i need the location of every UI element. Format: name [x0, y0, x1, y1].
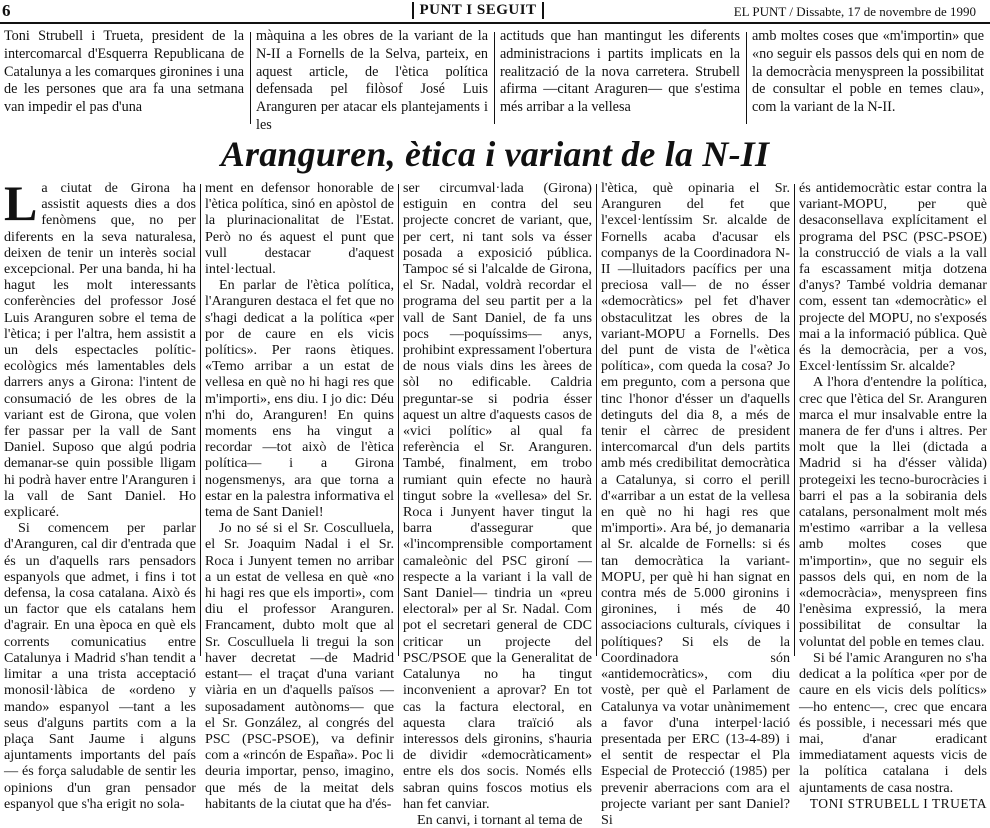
section-title: PUNT I SEGUIT [412, 2, 544, 19]
article-paragraph: Si comencem per parlar d'Aranguren, cal dir d'entrada que és un d'aquells rars pensadors espanyols que admet, i fins i tot defensa, la cosa catalana. Això és un factor que els catalans hem d'agrair. En una època en què els corrents comunicatius entre Catalunya i Madrid s'han tendit a limitar a una trista acceptació monosil·làbica de «ordeno y mando» espanyol —tant a les seus d'alguns partits com a la plaça Sant Jaume i alguns ajuntaments importants del país— és força saludable de sentir les opinions d'un gran pensador espanyol que s'ha erigit no sola- [4, 520, 196, 812]
column-divider [596, 184, 597, 656]
issue-date: / Dissabte, 17 de novembre de 1990 [789, 4, 976, 19]
article-paragraph: ment en defensor honorable de l'ètica política, sinó en apòstol de la plurinacionalitat de l'Estat. Però no és aquest el punt que vull destacar d'aquest intel·lectual. [205, 180, 394, 278]
intro-divider [746, 32, 747, 124]
article-column-4 [601, 180, 790, 828]
intro-column-4: amb moltes coses que «m'importin» que «no seguir els passos dels qui en nom de la democràcia menyspreen la possibilitat de consultar el poble en temes clau», com la variant de la N-II. [752, 28, 984, 116]
intro-divider [250, 32, 251, 124]
intro-column-3: actituds que han mantingut les diferents administracions i partits implicats en la realització de la nova carretera. Strubell afirma —citant Araguren— que s'estima més arribar a la vellesa [500, 28, 740, 116]
dateline [734, 4, 976, 20]
publication-name: EL PUNT [733, 4, 787, 19]
header-rule [0, 22, 990, 24]
article-body [0, 175, 990, 828]
intro-divider [494, 32, 495, 124]
column-divider [398, 184, 399, 656]
article-paragraph: Jo no sé si el Sr. Cosculluela, el Sr. Joaquim Nadal i el Sr. Roca i Junyent temen no arribar a un estat de vellesa en què «no hi hagi res que els importi», com diu el professor Aranguren. Francament, dubto molt que al Sr. Cosculluela li tregui la son haver decretat —de Madrid estant— el traçat d'una variant viària en un d'aquells països —suposadament autònoms— que el Sr. González, al congrés del PSC (PSC-PSOE), va definir com a «rincón de España». Poc li deuria importar, penso, imagino, que més de la meitat dels habitants de la ciutat que ha d'és- [205, 520, 394, 812]
column-divider [794, 184, 795, 656]
article-column-2 [205, 180, 394, 812]
author-signature: TONI STRUBELL I TRUETA [809, 795, 987, 811]
drop-cap: L [4, 175, 38, 231]
article-paragraph: En canvi, i tornant al tema de [417, 811, 583, 828]
article-headline: Aranguren, ètica i variant de la N-II [220, 134, 770, 174]
article-column-3 [403, 180, 592, 828]
intro-column-2: màquina a les obres de la variant de la N-II a Fornells de la Selva, parteix, en aquest article, de l'ètica política defensada pel filòsof José Luis Aranguren per atacar els plantejaments i les [256, 28, 488, 133]
article-paragraph: A l'hora d'entendre la política, crec que l'ètica del Sr. Aranguren marca el mur insalvable entre la manera de fer d'uns i altres. Per molt que la llei (dictada a Madrid si ha d'ésser vàlida) protegeixi les tecno-burocràcies i barri el pas a la sobirania dels catalans, personalment molt més m'estimo «arribar a la vellesa amb moltes coses que m'importin», que no seguir els passos dels qui, en nom de la «democràcia», menyspreen fins l'enèsima expressió, la mera possibilitat de consultar la voluntat del poble en temes clau. [799, 374, 987, 650]
article-paragraph: l'ètica, què opinaria el Sr. Aranguren del fet que l'excel·lentíssim Sr. alcalde de Fornells acaba d'acusar els companys de la Coordinadora N-II —lluitadors pacífics per una preciosa vall— de no ésser «democràtics» pel fet d'haver obstaculitzat les obres de la variant-MOPU a Fornells. Des del punt de vista de l'«ètica política», com queda la cosa? Jo em pregunto, com a persona que tinc l'honor d'ésser un d'aquells detinguts del dia 8, a més de tenir el càrrec de president intercomarcal d'un dels partits amb més credibilitat democràtica a Catalunya, si corro el perill d'«arribar a un estat de la vellesa en què no hi hagi res que m'importi». Ara bé, jo demanaria al Sr. alcalde de Fornells: si és tan democràtica la variant-MOPU, per què hi han signat en contra més de 5.000 gironins i gironines, i més de 40 associacions culturals, cíviques i polítiques? Si els de la Coordinadora són «antidemocràtics», com diu vostè, per què el Parlament de Catalunya va votar unànimement a favor d'una interpel·lació presentada per ERC (13-4-89) i el sentit de respectar el Pla Especial de Protecció (1985) per prevenir aberracions com ara el projecte variant per sant Daniel? Si [601, 180, 790, 828]
intro-summary [0, 28, 990, 132]
column-divider [200, 184, 201, 656]
article-paragraph: Si bé l'amic Aranguren no s'ha dedicat a la política «per por de caure en els vicis dels polítics» —ho entenc—, crec que encara és possible, i necessari més que mai, d'anar eradicant immediatament aquests vicis de la política catalana i dels ajuntaments de casa nostra. [799, 649, 987, 796]
intro-column-1: Toni Strubell i Trueta, president de la intercomarcal d'Esquerra Republicana de Catalunya a les comarques gironines i una de les persones que ara fa una setmana van impedir el pas d'una [4, 28, 244, 116]
article-paragraph: La ciutat de Girona ha assistit aquests dies a dos fenòmens que, no per diferents en la seva naturalesa, deixen de tenir un interès social excepcional. Per una banda, hi ha hagut les molt interessants conferències del professor José Luis Aranguren sobre el tema de l'ètica; i per l'altra, hem assistit a un dels espectacles polític-ecològics més lamentables dels darrers anys a Girona: l'intent de consumació de les obres de la variant est de Girona, que volen fer passar per la vall de Sant Daniel. Suposo que algú podria demanar-se quin possible lligam hi podrà haver entre l'Aranguren i la vall de Sant Daniel. Ho explicaré. [4, 175, 196, 521]
article-paragraph: En parlar de l'ètica política, l'Aranguren destaca el fet que no s'hagi dedicat a la política «per por de caure en els vicis polítics». Per raons ètiques. «Temo arribar a un estat de vellesa en què no hi hagi res que m'importi», ens diu. I jo dic: Déu n'hi do, Aranguren! En quins moments ens ha vingut a recordar —tot això de l'ètica política— i a Girona nogensmenys, ara que torna a estar en la palestra informativa el tema de Sant Daniel! [205, 277, 394, 521]
page-header [0, 0, 990, 22]
article-column-1 [4, 175, 196, 812]
article-paragraph: ser circumval·lada (Girona) estiguin en contra del seu projecte concret de variant, que, per cert, ni tant sols va ésser posada a exposició pública. Tampoc sé si l'alcalde de Girona, el Sr. Nadal, voldrà recordar el programa del seu partit per a la vall de Sant Daniel, de fa uns pocs —poquíssims— anys, prohibint expressament l'obertura de nous vials dins les àrees de sòl no edificable. Caldria preguntar-se si podria ésser aquest un altre d'aquests casos de «vici polític» al qual fa referència el Sr. Aranguren. També, finalment, em trobo rumiant quin efecte no haurà tingut sobre la «vellesa» del Sr. Roca i Junyent haver tingut la barra d'assegurar que «l'incomprensible comportament camaleònic del PSC gironí —respecte a la variant i la vall de Sant Daniel— tindria un «preu electoral» per al Sr. Nadal. Com pot el secretari general de CDC criticar un projecte del PSC/PSOE que la Generalitat de Catalunya no ha tingut inconvenient a aprovar? En tot cas la factura electoral, en aquesta clara traïció als interessos dels gironins, s'hauria de dividir «democràticament» entre els dos socis. Només ells sabran quins foscos motius els han fet canviar. [403, 180, 592, 812]
article-column-5 [799, 180, 987, 811]
page-number: 6 [2, 1, 11, 20]
article-paragraph: és antidemocràtic estar contra la variant-MOPU, per què desaconsellava explícitament el programa del PSC (PSC-PSOE) la construcció de vials a la vall fa escassament mitja dotzena d'anys? També voldria demanar com, essent tan «democràtic» el projecte del MOPU, no s'exposés mai a la informació pública. Què és la democràcia, per a vos, Excel·lentíssim Sr. alcalde? [799, 180, 987, 375]
